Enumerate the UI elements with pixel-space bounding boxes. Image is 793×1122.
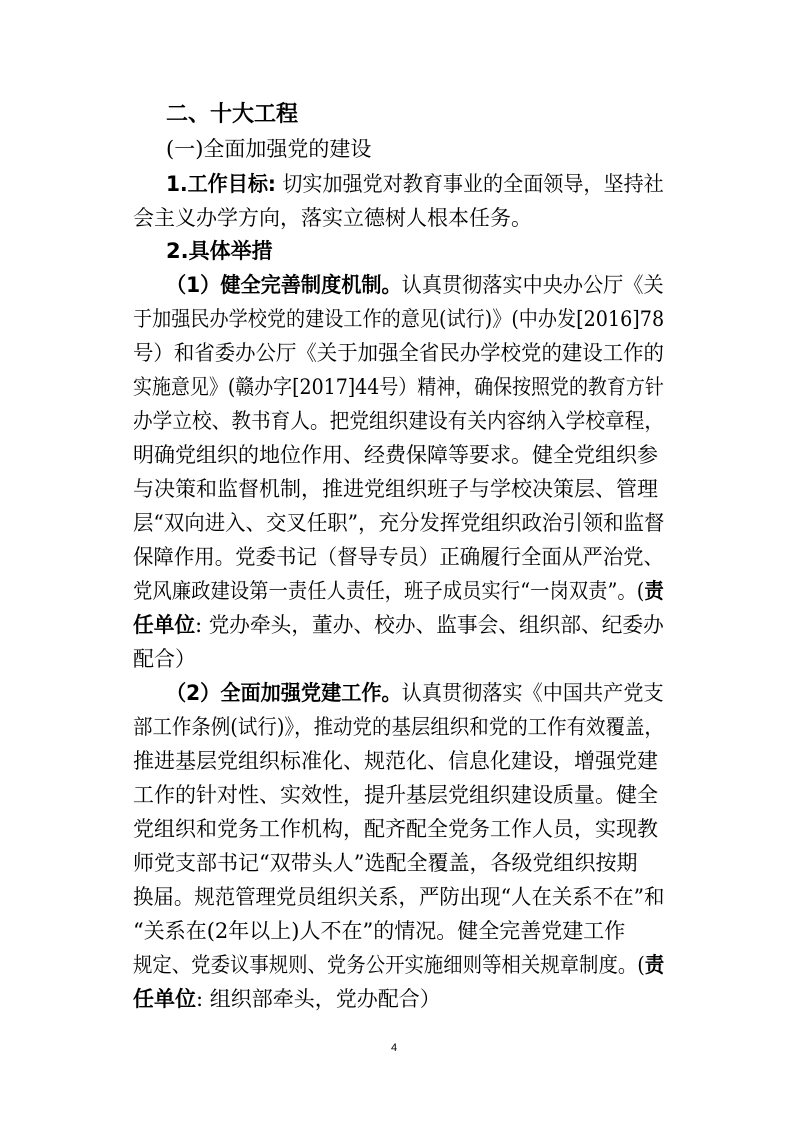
p2-line-2: 部工作条例(试行)》，推动党的基层组织和党的工作有效覆盖， [133,715,664,739]
p1-label: （1）健全完善制度机制。 [166,273,402,297]
p1-line-3: 号）和省委办公厅《关于加强全省民办学校党的建设工作的 [133,341,664,365]
p2-text-1: 认真贯彻落实《中国共产党支 [401,681,664,705]
p1-text-1: 认真贯彻落实中央办公厅《关 [401,273,664,297]
p1-resp-text: : 党办牵头，董办、校办、监事会、组织部、纪委办 [195,613,664,637]
p1-line-5: 办学立校、教书育人。把党组织建设有关内容纳入学校章程， [133,409,664,433]
p1-resp-label: 任单位 [133,613,196,637]
section-title: 二、十大工程 [166,102,299,127]
p2-resp-text: : 组织部牵头，党办配合） [196,987,441,1011]
p2-line-5: 党组织和党务工作机构，配齐配全党务工作人员，实现教 [133,817,658,841]
goal-label: 1.工作目标: [166,172,276,196]
p1-line-4: 实施意见》(赣办字[2017]44号）精神，确保按照党的教育方针 [133,375,664,399]
p1-text-10: 党风廉政建设第一责任人责任，班子成员实行“一岗双责”。( [133,579,645,603]
p1-line-7: 与决策和监督机制，推进党组织班子与学校决策层、管理 [133,477,658,501]
p2-line-4: 工作的针对性、实效性，提升基层党组织建设质量。健全 [133,783,658,807]
p1-line-1 [166,271,664,299]
p2-resp-start: 责 [644,953,665,977]
p1-line-11 [133,611,664,639]
p1-line-9: 保障作用。党委书记（督导专员）正确履行全面从严治党、 [133,545,664,569]
p2-text-9: 规定、党委议事规则、党务公开实施细则等相关规章制度。( [133,953,645,977]
p2-label: （2）全面加强党建工作。 [166,681,402,705]
p1-line-12: 配合） [133,647,196,671]
measures-title: 2.具体举措 [166,239,273,263]
p2-line-3: 推进基层党组织标准化、规范化、信息化建设，增强党建 [133,749,658,773]
p1-line-2: 于加强民办学校党的建设工作的意见(试行)》(中办发[2016]78 [133,307,665,331]
p1-line-8: 层“双向进入、交叉任职”，充分发挥党组织政治引领和监督 [133,511,665,535]
p2-line-6: 师党支部书记“双带头人”选配全覆盖，各级党组织按期 [133,851,638,875]
p1-line-10 [133,577,664,605]
goal-text-1: 切实加强党对教育事业的全面领导，坚持社 [282,172,664,196]
p1-resp-start: 责 [644,579,664,603]
p2-line-7: 换届。规范管理党员组织关系，严防出现“人在关系不在”和 [133,885,665,909]
p2-resp-label: 任单位 [133,987,196,1011]
p2-line-8: “关系在(2年以上)人不在”的情况。健全完善党建工作 [133,919,626,943]
p2-line-9 [133,951,664,979]
p1-line-6: 明确党组织的地位作用、经费保障等要求。健全党组织参 [133,443,658,467]
page-number: 4 [391,1042,398,1054]
p2-line-10 [133,985,441,1013]
sub-title: (一)全面加强党的建设 [166,137,372,161]
p2-line-1 [166,679,664,707]
goal-line-1 [166,170,664,198]
goal-line-2: 会主义办学方向，落实立德树人根本任务。 [133,206,532,230]
